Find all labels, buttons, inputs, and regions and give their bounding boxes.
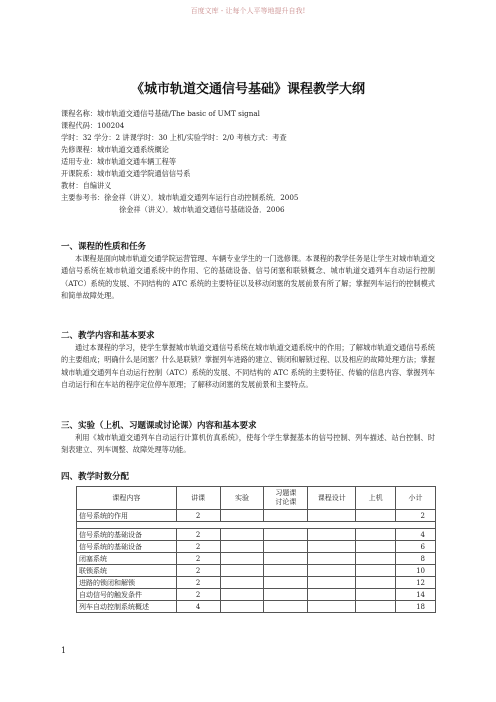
cell-total: 18 xyxy=(396,601,436,613)
cell-empty xyxy=(264,589,308,601)
cell-total: 14 xyxy=(396,589,436,601)
cell-empty xyxy=(220,577,264,589)
table-row xyxy=(77,529,436,541)
page-number: 1 xyxy=(61,646,67,655)
textbook: 教材：自编讲义 xyxy=(61,181,112,190)
course-code: 课程代码：100204 xyxy=(61,121,125,130)
cell-empty xyxy=(220,541,264,553)
cell-empty xyxy=(220,529,264,541)
table-row xyxy=(77,553,436,565)
reference-1: 主要参考书：徐金祥（讲义）．城市轨道交通列车运行自动控制系统．2005 xyxy=(61,193,299,202)
document-title: 《城市轨道交通信号基础》课程教学大纲 xyxy=(130,82,365,97)
cell-content: 闭塞系统 xyxy=(77,553,177,565)
cell-content: 信号系统的作用 xyxy=(77,510,177,522)
cell-total: 2 xyxy=(396,510,436,522)
course-meta xyxy=(61,108,461,216)
cell-content: 信号系统的基础设备 xyxy=(77,541,177,553)
section-2-title: 二、教学内容和基本要求 xyxy=(61,331,155,341)
section-1-title: 一、课程的性质和任务 xyxy=(61,242,147,252)
cell-content: 信号系统的基础设备 xyxy=(77,529,177,541)
cell-lecture: 2 xyxy=(176,541,220,553)
section-3-title: 三、实验（上机、习题课或讨论课）内容和基本要求 xyxy=(61,421,257,431)
cell-total: 12 xyxy=(396,577,436,589)
header-lecture: 讲课 xyxy=(176,487,220,510)
watermark-text: 百度文库 - 让每个人平等地提升自我! xyxy=(190,7,306,15)
cell-total: 6 xyxy=(396,541,436,553)
spacer-row xyxy=(77,522,436,529)
cell-lecture: 2 xyxy=(176,589,220,601)
course-hours: 学时：32 学分：2 讲课学时：30 上机/实验学时：2/0 考核方式：考查 xyxy=(61,133,287,142)
cell-empty xyxy=(264,529,308,541)
cell-total: 10 xyxy=(396,565,436,577)
cell-total: 8 xyxy=(396,553,436,565)
header-total: 小计 xyxy=(396,487,436,510)
section-4-title: 四、教学时数分配 xyxy=(61,472,130,482)
header-computer: 上机 xyxy=(356,487,396,510)
cell-empty xyxy=(356,510,396,522)
reference-2: 徐金祥（讲义）．城市轨道交通信号基础设备．2006 xyxy=(119,205,285,214)
cell-lecture: 2 xyxy=(176,565,220,577)
cell-empty xyxy=(220,553,264,565)
header-experiment: 实验 xyxy=(220,487,264,510)
cell-empty xyxy=(308,589,356,601)
cell-empty xyxy=(264,565,308,577)
course-name: 课程名称：城市轨道交通信号基础/The basic of UMT signal xyxy=(61,109,260,118)
cell-content: 进路的锁闭和解锁 xyxy=(77,577,177,589)
cell-content: 列车自动控制系统概述 xyxy=(77,601,177,613)
section-2-body: 通过本课程的学习，使学生掌握城市轨道交通信号系统在城市轨道交通系统中的作用；了解城市轨道交通信号系统的主要组成；明确什么是闭塞？什么是联锁？掌握列车进路的建立、锁闭和解锁过程、以及相应的故障处理方法；掌握城市轨道交通列车自动运行控制（ATC）系统的发展、不同结构的 ATC 系统的主要特征、传输的信息内容、掌握列车自动运行和在车站的程序定位停车原理；了解移动闭塞的发展前景和主要特点。 xyxy=(61,343,435,390)
section-3-body: 利用《城市轨道交通列车自动运行计算机仿真系统》，使每个学生掌握基本的信号控制、列车描述、站台控制、时刻表建立、列车调整、故障处理等功能。 xyxy=(61,433,435,455)
prerequisite: 先修课程：城市轨道交通系统概论 xyxy=(61,145,169,154)
cell-empty xyxy=(264,553,308,565)
cell-empty xyxy=(308,541,356,553)
table-row xyxy=(77,601,436,613)
cell-empty xyxy=(356,601,396,613)
department: 开课院系：城市轨道交通学院通信信号系 xyxy=(61,169,191,178)
cell-empty xyxy=(220,589,264,601)
cell-total: 4 xyxy=(396,529,436,541)
cell-empty xyxy=(264,541,308,553)
cell-content: 联锁系统 xyxy=(77,565,177,577)
cell-empty xyxy=(308,565,356,577)
cell-empty xyxy=(308,601,356,613)
cell-empty xyxy=(308,577,356,589)
cell-lecture: 2 xyxy=(176,510,220,522)
table-row xyxy=(77,541,436,553)
cell-empty xyxy=(308,529,356,541)
header-content: 课程内容 xyxy=(77,487,177,510)
table-row xyxy=(77,577,436,589)
section-1-body: 本课程是面向城市轨道交通学院运营管理、车辆专业学生的一门选修课。本课程的教学任务是让学生对城市轨道交通信号系统在城市轨道交通系统中的作用、它的基础设备、信号闭塞和联锁概念、城市轨道交通列车自动运行控制（ATC）系统的发展、不同结构的 ATC 系统的主要特征以及移动闭塞的发展前景有所了解；掌握列车运行的控制模式和简单故障处理。 xyxy=(61,254,435,301)
cell-empty xyxy=(308,510,356,522)
cell-lecture: 4 xyxy=(176,601,220,613)
header-design: 课程设计 xyxy=(308,487,356,510)
header-exercise: 习题课 讨论课 xyxy=(264,487,308,510)
cell-empty xyxy=(220,510,264,522)
cell-empty xyxy=(264,510,308,522)
cell-empty xyxy=(220,565,264,577)
cell-empty xyxy=(356,529,396,541)
cell-empty xyxy=(220,601,264,613)
cell-empty xyxy=(308,553,356,565)
cell-empty xyxy=(356,541,396,553)
cell-empty xyxy=(356,577,396,589)
teaching-hours-table xyxy=(76,486,436,613)
table-row xyxy=(77,565,436,577)
cell-empty xyxy=(356,589,396,601)
table-row xyxy=(77,510,436,522)
cell-empty xyxy=(264,577,308,589)
cell-lecture: 2 xyxy=(176,553,220,565)
table-row xyxy=(77,589,436,601)
table-header-row xyxy=(77,487,436,510)
cell-lecture: 2 xyxy=(176,529,220,541)
cell-lecture: 2 xyxy=(176,577,220,589)
cell-empty xyxy=(356,553,396,565)
cell-empty xyxy=(356,565,396,577)
applicable-major: 适用专业：城市轨道交通车辆工程等 xyxy=(61,157,177,166)
cell-empty xyxy=(264,601,308,613)
cell-content: 自动信号的触发条件 xyxy=(77,589,177,601)
